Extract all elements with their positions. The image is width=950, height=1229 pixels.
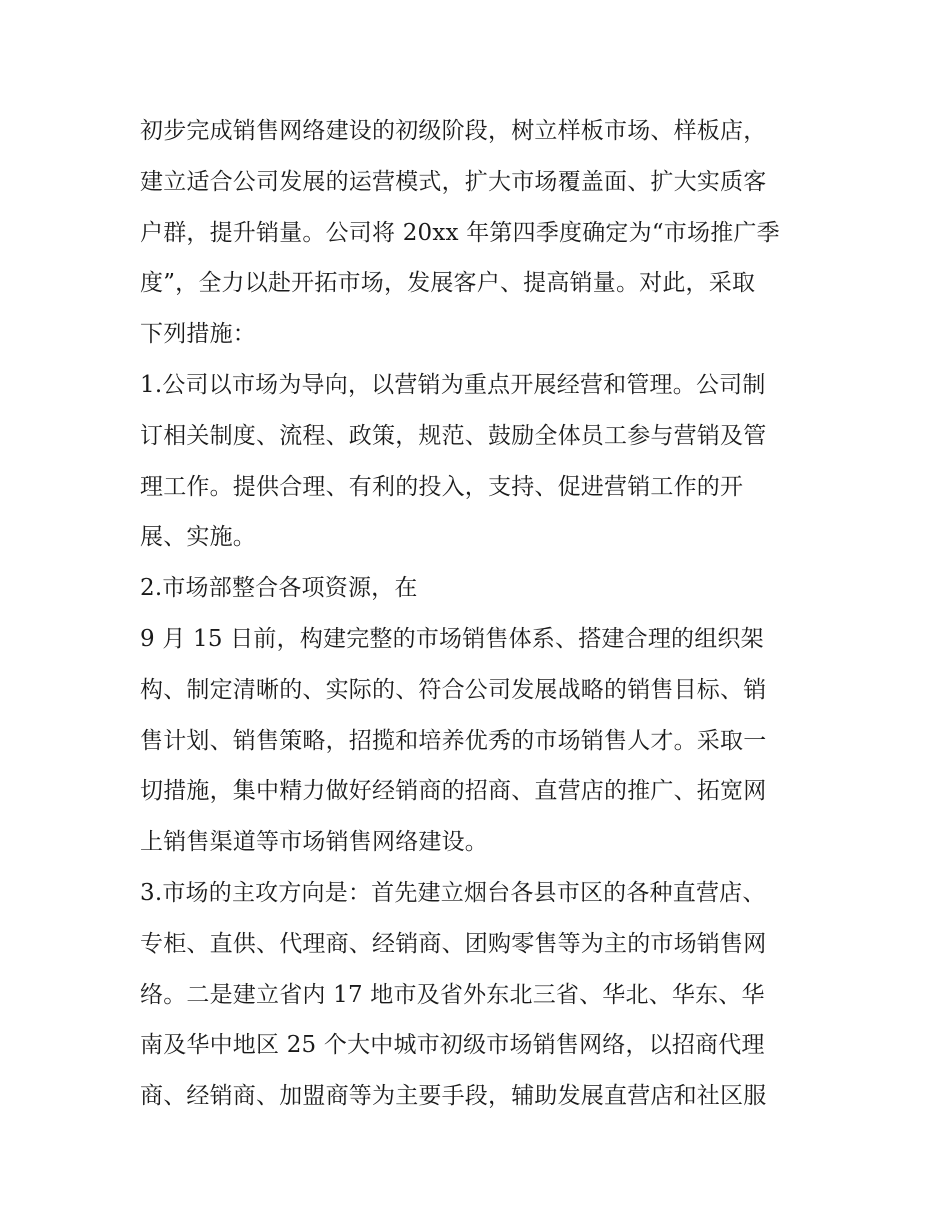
text-line: 切措施，集中精力做好经销商的招商、直营店的推广、拓宽网 xyxy=(140,778,767,805)
text-line: 户群，提升销量。公司将 20xx 年第四季度确定为“市场推广季 xyxy=(140,219,780,246)
text-line: 南及华中地区 25 个大中城市初级市场销售网络，以招商代理 xyxy=(140,1032,765,1059)
text-line: 订相关制度、流程、政策，规范、鼓励全体员工参与营销及管 xyxy=(140,422,767,449)
text-line: 度”，全力以赴开拓市场，发展客户、提高销量。对此，采取 xyxy=(140,270,756,297)
text-line: 构、制定清晰的、实际的、符合公司发展战略的销售目标、销 xyxy=(140,676,767,703)
text-line: 初步完成销售网络建设的初级阶段，树立样板市场、样板店， xyxy=(140,118,767,144)
text-line: 专柜、直供、代理商、经销商、团购零售等为主的市场销售网 xyxy=(140,930,767,957)
text-line: 1.公司以市场为导向，以营销为重点开展经营和管理。公司制 xyxy=(140,371,766,398)
text-line: 络。二是建立省内 17 地市及省外东北三省、华北、华东、华 xyxy=(140,981,765,1008)
text-line: 2.市场部整合各项资源，在 xyxy=(140,575,418,602)
text-line: 商、经销商、加盟商等为主要手段，辅助发展直营店和社区服 xyxy=(140,1083,767,1110)
text-line: 3.市场的主攻方向是：首先建立烟台各县市区的各种直营店、 xyxy=(140,879,766,906)
text-line: 展、实施。 xyxy=(140,524,256,551)
text-line: 理工作。提供合理、有利的投入，支持、促进营销工作的开 xyxy=(140,473,744,500)
text-line: 建立适合公司发展的运营模式，扩大市场覆盖面、扩大实质客 xyxy=(140,168,767,195)
text-line: 售计划、销售策略，招揽和培养优秀的市场销售人才。采取一 xyxy=(140,727,767,754)
document-body xyxy=(140,106,812,1122)
text-line: 9 月 15 日前，构建完整的市场销售体系、搭建合理的组织架 xyxy=(140,625,764,652)
text-line: 上销售渠道等市场销售网络建设。 xyxy=(140,829,488,856)
text-line: 下列措施： xyxy=(140,321,256,348)
